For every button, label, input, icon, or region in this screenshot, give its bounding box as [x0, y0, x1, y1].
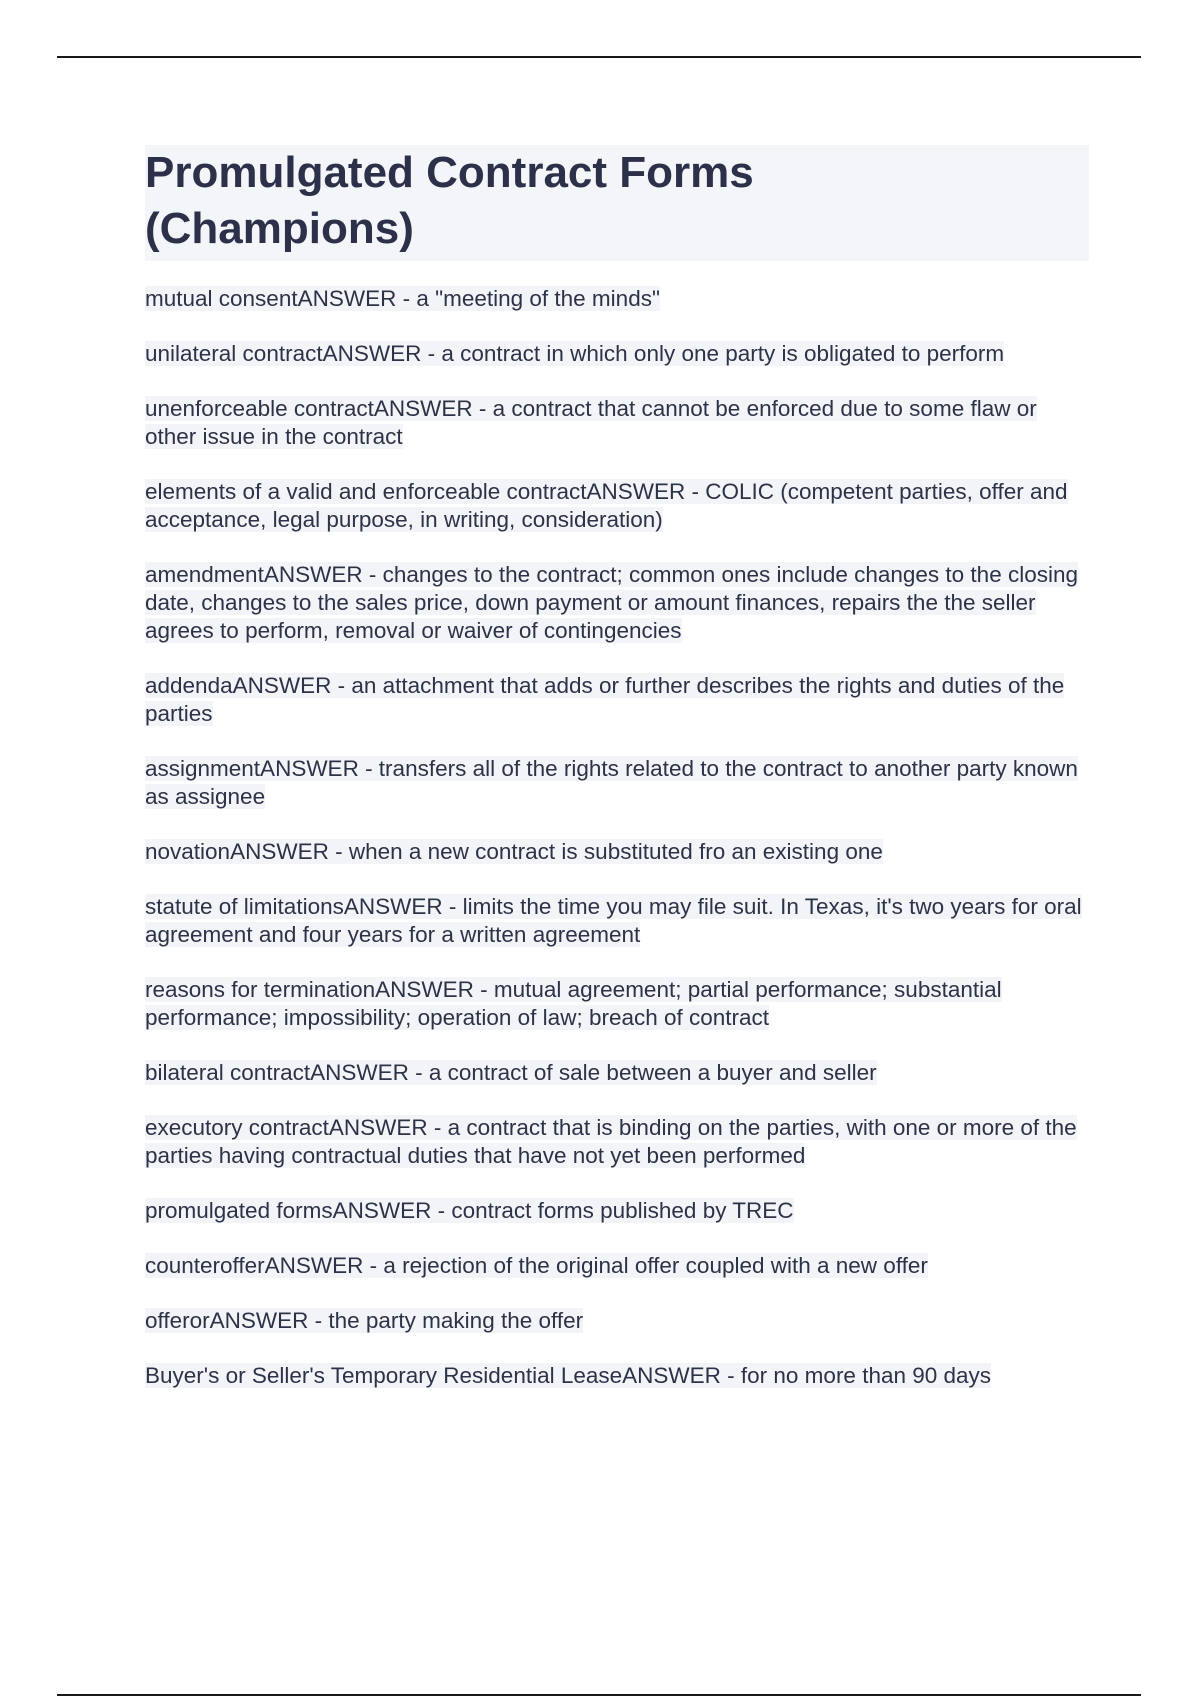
flashcard-entry — [145, 1197, 1089, 1225]
title-block — [145, 145, 1089, 261]
flashcard-entry — [145, 755, 1089, 811]
flashcard-text: offerorANSWER - the party making the offer — [145, 1308, 584, 1333]
page-title — [145, 145, 1089, 257]
footer-rule — [57, 1694, 1141, 1696]
flashcard-text: addendaANSWER - an attachment that adds or further describes the rights and duties of the parties — [145, 673, 1065, 726]
flashcard-entry — [145, 561, 1089, 645]
flashcard-entry — [145, 395, 1089, 451]
flashcard-text: Buyer's or Seller's Temporary Residential LeaseANSWER - for no more than 90 days — [145, 1363, 992, 1388]
flashcard-text: statute of limitationsANSWER - limits the time you may file suit. In Texas, it's two years for oral agreement and four years for a written agreement — [145, 894, 1082, 947]
flashcard-text: amendmentANSWER - changes to the contract; common ones include changes to the closing date, changes to the sales price, down payment or amount finances, repairs the the seller agrees to perform, removal or waiver of contingencies — [145, 562, 1078, 643]
flashcard-text: elements of a valid and enforceable contractANSWER - COLIC (competent parties, offer and acceptance, legal purpose, in writing, consideration) — [145, 479, 1068, 532]
flashcard-entry — [145, 285, 1089, 313]
flashcard-text: promulgated formsANSWER - contract forms published by TREC — [145, 1198, 794, 1223]
page-title-line-1: Promulgated Contract Forms — [145, 148, 754, 197]
page-title-line-2: (Champions) — [145, 204, 414, 253]
flashcard-text: novationANSWER - when a new contract is substituted fro an existing one — [145, 839, 883, 864]
flashcard-entry — [145, 893, 1089, 949]
flashcard-text: bilateral contractANSWER - a contract of sale between a buyer and seller — [145, 1060, 877, 1085]
flashcard-entry — [145, 1114, 1089, 1170]
flashcard-entry — [145, 1252, 1089, 1280]
document-body — [145, 145, 1089, 1417]
flashcard-text: assignmentANSWER - transfers all of the rights related to the contract to another party known as assignee — [145, 756, 1078, 809]
flashcard-list — [145, 285, 1089, 1390]
flashcard-entry — [145, 478, 1089, 534]
flashcard-text: unilateral contractANSWER - a contract in which only one party is obligated to perform — [145, 341, 1005, 366]
flashcard-entry — [145, 672, 1089, 728]
flashcard-entry — [145, 976, 1089, 1032]
flashcard-entry — [145, 1362, 1089, 1390]
header-rule — [57, 56, 1141, 58]
flashcard-entry — [145, 838, 1089, 866]
flashcard-entry — [145, 340, 1089, 368]
flashcard-text: mutual consentANSWER - a "meeting of the minds" — [145, 286, 660, 311]
flashcard-text: reasons for terminationANSWER - mutual agreement; partial performance; substantial performance; impossibility; operation of law; breach of contract — [145, 977, 1002, 1030]
flashcard-entry — [145, 1059, 1089, 1087]
flashcard-text: unenforceable contractANSWER - a contract that cannot be enforced due to some flaw or other issue in the contract — [145, 396, 1037, 449]
flashcard-text: counterofferANSWER - a rejection of the original offer coupled with a new offer — [145, 1253, 928, 1278]
flashcard-text: executory contractANSWER - a contract that is binding on the parties, with one or more of the parties having contractual duties that have not yet been performed — [145, 1115, 1077, 1168]
flashcard-entry — [145, 1307, 1089, 1335]
